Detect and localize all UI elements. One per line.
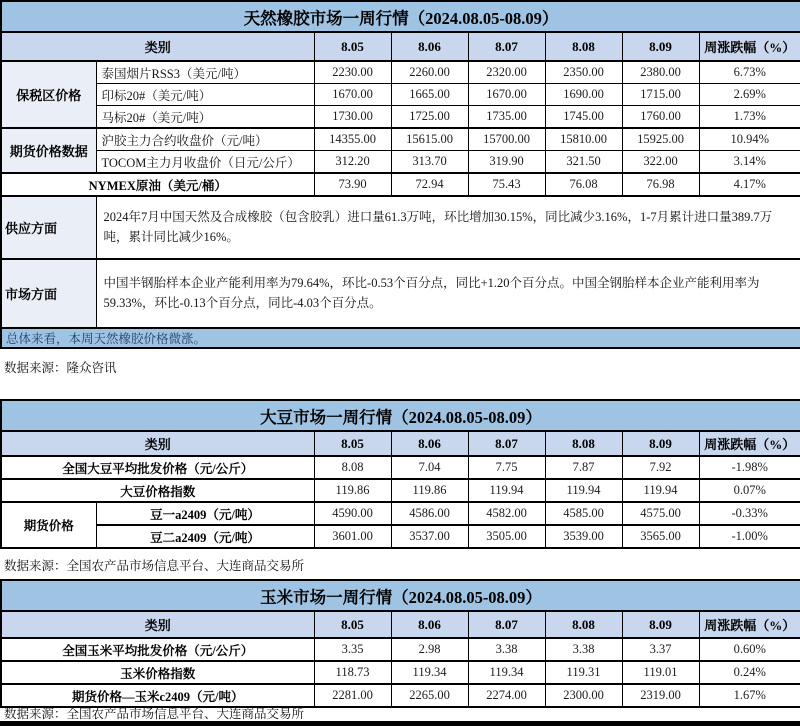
value-cell: 2265.00 [391,684,468,707]
value-cell: 2230.00 [314,61,391,84]
header-category: 类别 [1,431,314,456]
row-group-label: 期货价格数据 [1,128,96,173]
header-date: 8.09 [622,32,699,61]
row-group-label-futures: 期货价格 [1,502,96,548]
table-row [1,106,800,129]
value-cell: 119.34 [468,661,545,684]
row-label: 大豆价格指数 [1,479,314,502]
change-cell: 2.69% [699,84,800,106]
row-label: 全国大豆平均批发价格（元/公斤） [1,456,314,479]
supply-text: 2024年7月中国天然及合成橡胶（包含胶乳）进口量61.3万吨，环比增加30.15%，同比减少3.16%，1-7月累计进口量389.7万吨，累计同比减少16%。 [96,196,800,259]
table-row [1,196,800,259]
row-group-label-supply: 供应方面 [1,196,96,259]
row-label: 豆一a2409（元/吨） [96,502,314,525]
value-cell: 4575.00 [622,502,699,525]
value-cell: 118.73 [314,661,391,684]
value-cell: 3.35 [314,638,391,661]
table-row [1,84,800,106]
value-cell: 2320.00 [468,61,545,84]
table-row [1,684,800,707]
change-cell: 1.67% [699,684,800,707]
rubber-table-title: 天然橡胶市场一周行情（2024.08.05-08.09） [1,1,800,32]
value-cell: 1690.00 [545,84,622,106]
table-row [1,328,800,348]
row-label: 全国玉米平均批发价格（元/公斤） [1,638,314,661]
change-cell: -1.98% [699,456,800,479]
row-label: 泰国烟片RSS3（美元/吨） [96,61,314,84]
change-cell: 0.24% [699,661,800,684]
row-label-nymex: NYMEX原油（美元/桶） [1,173,314,196]
table-row [1,661,800,684]
value-cell: 1670.00 [468,84,545,106]
value-cell: 119.34 [391,661,468,684]
table-row [1,173,800,196]
value-cell: 7.87 [545,456,622,479]
table-row [1,259,800,328]
table-row [1,479,800,502]
row-label: 豆二a2409（元/吨） [96,525,314,548]
value-cell: 76.98 [622,173,699,196]
value-cell: 119.01 [622,661,699,684]
table-row [1,525,800,548]
header-date: 8.07 [468,431,545,456]
header-date: 8.06 [391,32,468,61]
header-date: 8.05 [314,431,391,456]
value-cell: 15810.00 [545,128,622,151]
value-cell: 322.00 [622,151,699,174]
table-row [1,611,800,638]
value-cell: 119.86 [391,479,468,502]
value-cell: 8.08 [314,456,391,479]
value-cell: 3601.00 [314,525,391,548]
table-row [1,400,800,431]
corn-table-title: 玉米市场一周行情（2024.08.05-08.09） [1,580,800,611]
value-cell: 119.86 [314,479,391,502]
table-row [1,456,800,479]
value-cell: 4586.00 [391,502,468,525]
change-cell: 3.14% [699,151,800,174]
value-cell: 4585.00 [545,502,622,525]
value-cell: 1760.00 [622,106,699,129]
change-cell: 6.73% [699,61,800,84]
header-date: 8.05 [314,611,391,638]
value-cell: 1730.00 [314,106,391,129]
header-date: 8.05 [314,32,391,61]
value-cell: 119.94 [468,479,545,502]
value-cell: 7.75 [468,456,545,479]
value-cell: 1715.00 [622,84,699,106]
change-cell: 4.17% [699,173,800,196]
value-cell: 319.90 [468,151,545,174]
value-cell: 1665.00 [391,84,468,106]
header-date: 8.06 [391,611,468,638]
value-cell: 2319.00 [622,684,699,707]
header-date: 8.07 [468,611,545,638]
weekly-summary: 总体来看，本周天然橡胶价格微涨。 [1,328,800,348]
value-cell: 2281.00 [314,684,391,707]
value-cell: 321.50 [545,151,622,174]
value-cell: 3505.00 [468,525,545,548]
value-cell: 4582.00 [468,502,545,525]
row-group-label: 保税区价格 [1,61,96,128]
value-cell: 7.04 [391,456,468,479]
corn-market-table [0,579,800,708]
value-cell: 119.94 [545,479,622,502]
value-cell: 15615.00 [391,128,468,151]
value-cell: 2350.00 [545,61,622,84]
value-cell: 15925.00 [622,128,699,151]
value-cell: 72.94 [391,173,468,196]
value-cell: 3.38 [468,638,545,661]
value-cell: 15700.00 [468,128,545,151]
value-cell: 313.70 [391,151,468,174]
table-row [1,128,800,151]
value-cell: 3565.00 [622,525,699,548]
value-cell: 3.37 [622,638,699,661]
soybean-market-table [0,399,800,549]
change-cell: 1.73% [699,106,800,129]
rubber-source-note: 数据来源：隆众咨讯 [4,361,117,375]
value-cell: 119.31 [545,661,622,684]
value-cell: 2.98 [391,638,468,661]
value-cell: 2380.00 [622,61,699,84]
value-cell: 1725.00 [391,106,468,129]
row-label: 印标20#（美元/吨） [96,84,314,106]
row-label: 沪胶主力合约收盘价（元/吨） [96,128,314,151]
value-cell: 312.20 [314,151,391,174]
value-cell: 3.38 [545,638,622,661]
table-row [1,151,800,174]
change-cell: -0.33% [699,502,800,525]
header-date: 8.09 [622,611,699,638]
header-date: 8.08 [545,611,622,638]
header-change: 周涨跌幅（%） [699,32,800,61]
value-cell: 2300.00 [545,684,622,707]
value-cell: 76.08 [545,173,622,196]
rubber-market-table [0,0,800,349]
value-cell: 2260.00 [391,61,468,84]
row-label: 玉米价格指数 [1,661,314,684]
row-label: 马标20#（美元/吨） [96,106,314,129]
row-label: 期货价格—玉米c2409（元/吨） [1,684,314,707]
table-row [1,431,800,456]
value-cell: 2274.00 [468,684,545,707]
header-date: 8.08 [545,431,622,456]
table-row [1,1,800,32]
value-cell: 119.94 [622,479,699,502]
header-date: 8.09 [622,431,699,456]
value-cell: 1735.00 [468,106,545,129]
soybean-source-note: 数据来源：全国农产品市场信息平台、大连商品交易所 [4,559,305,573]
header-category: 类别 [1,32,314,61]
soybean-table-title: 大豆市场一周行情（2024.08.05-08.09） [1,400,800,431]
header-change: 周涨跌幅（%） [699,431,800,456]
value-cell: 14355.00 [314,128,391,151]
table-row [1,638,800,661]
value-cell: 3539.00 [545,525,622,548]
market-text: 中国半钢胎样本企业产能利用率为79.64%，环比-0.53个百分点，同比+1.20个百分点。中国全钢胎样本企业产能利用率为59.33%，环比-0.13个百分点，同比-4.03个百分点。 [96,259,800,328]
header-date: 8.08 [545,32,622,61]
value-cell: 4590.00 [314,502,391,525]
table-row [1,580,800,611]
change-cell: 0.07% [699,479,800,502]
header-category: 类别 [1,611,314,638]
row-group-label-market: 市场方面 [1,259,96,328]
value-cell: 1670.00 [314,84,391,106]
value-cell: 1745.00 [545,106,622,129]
value-cell: 73.90 [314,173,391,196]
bottom-border-bar [0,721,800,726]
header-change: 周涨跌幅（%） [699,611,800,638]
value-cell: 7.92 [622,456,699,479]
value-cell: 75.43 [468,173,545,196]
change-cell: -1.00% [699,525,800,548]
table-row [1,61,800,84]
header-date: 8.06 [391,431,468,456]
change-cell: 0.60% [699,638,800,661]
header-date: 8.07 [468,32,545,61]
table-row [1,502,800,525]
table-row [1,32,800,61]
row-label: TOCOM主力月收盘价（日元/公斤） [96,151,314,174]
corn-source-note: 数据来源：全国农产品市场信息平台、大连商品交易所 [4,707,305,721]
value-cell: 3537.00 [391,525,468,548]
change-cell: 10.94% [699,128,800,151]
